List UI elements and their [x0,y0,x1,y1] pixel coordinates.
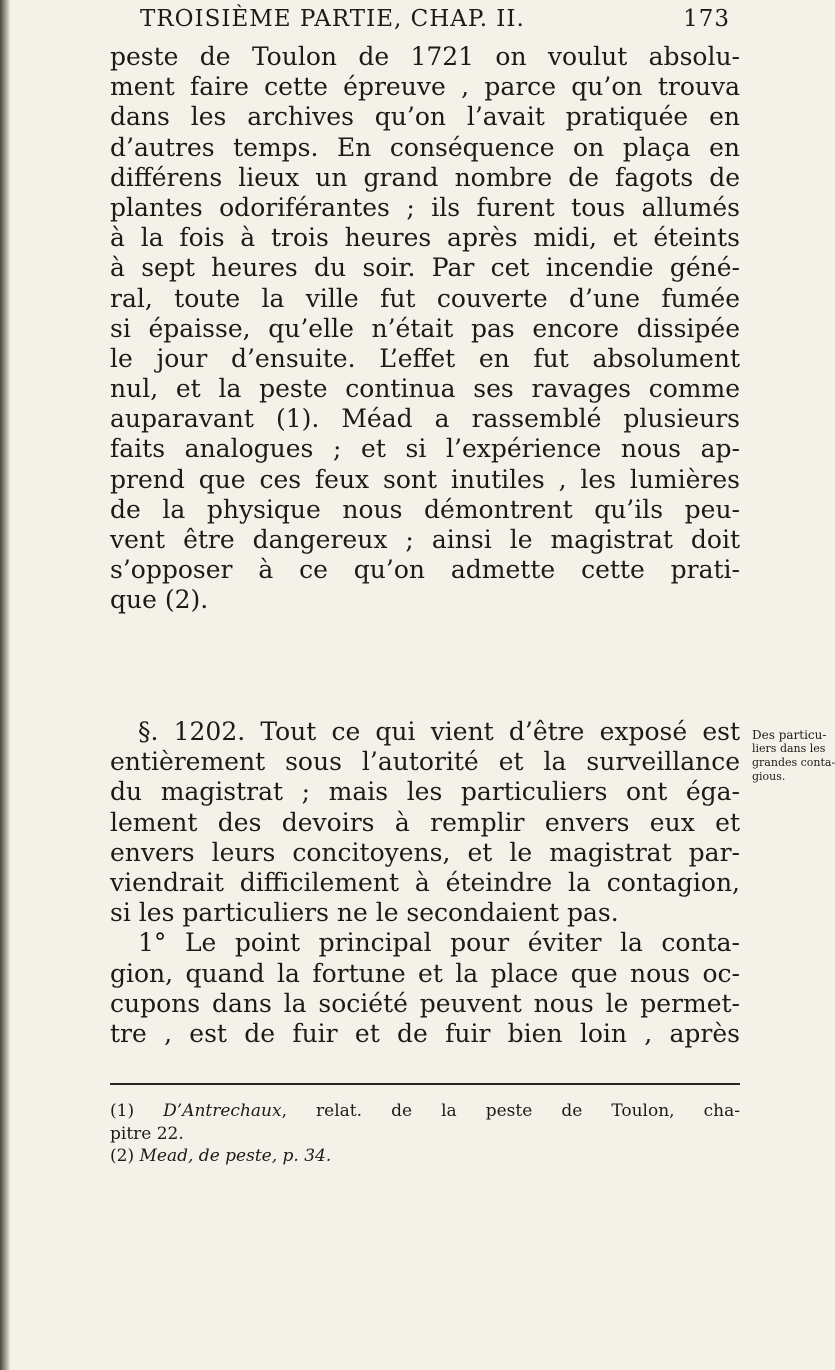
body-line: du magistrat ; mais les particuliers ont éga- [110,777,740,807]
body-line: si les particuliers ne le secondaient pas. [110,898,619,928]
body-line: tre , est de fuir et de fuir bien loin , après [110,1018,740,1048]
margin-note-line: grandes conta- [752,756,835,769]
body-line: envers leurs concitoyens, et le magistrat par- [110,837,740,867]
body-line: ment faire cette épreuve , parce qu’on trouva [110,72,740,102]
body-line: prend que ces feux sont inutiles , les lumières [110,464,740,494]
body-line: gion, quand la fortune et la place que nous oc- [110,958,740,988]
body-line: viendrait difficilement à éteindre la contagion, [110,867,740,897]
body-line: plantes odoriférantes ; ils furent tous allumés [110,192,740,222]
body-text-paragraph-1 [110,42,740,616]
body-line: entièrement sous l’autorité et la surveillance [110,747,740,777]
footnote-1-continuation: pitre 22. [110,1123,184,1144]
body-line: d’autres temps. En conséquence on plaça en [110,132,740,162]
margin-note-line: Des particu- [752,728,827,742]
body-line: différens lieux un grand nombre de fagots de [110,162,740,192]
body-line: faits analogues ; et si l’expérience nous ap- [110,434,740,464]
body-line: ral, toute la ville fut couverte d’une fumée [110,283,740,313]
body-line: cupons dans la société peuvent nous le permet- [110,988,740,1018]
body-line: à sept heures du soir. Par cet incendie géné- [110,253,740,283]
body-line: de la physique nous démontrent qu’ils peu- [110,494,740,524]
body-line: lement des devoirs à remplir envers eux et [110,807,740,837]
running-title: TROISIÈME PARTIE, CHAP. II. [140,6,525,32]
footnote-1-text: , relat. de la peste de Toulon, cha- [281,1101,740,1121]
section-heading-line: §. 1202. Tout ce qui vient d’être exposé est [138,717,740,746]
body-line: nul, et la peste continua ses ravages comme [110,374,740,404]
book-page-edge [0,0,10,1370]
body-line: peste de Toulon de 1721 on voulut absolu- [110,42,740,71]
footnote-1-marker: (1) [110,1101,135,1121]
body-line: 1° Le point principal pour éviter la conta- [138,928,740,958]
footnote-separator-rule [110,1083,740,1085]
footnote-2-author: Mead [139,1146,188,1166]
footnote-2-marker: (2) [110,1146,135,1166]
footnote-2-text: , de peste, p. 34. [188,1146,332,1166]
page-number: 173 [683,6,730,32]
body-text-paragraph-2 [110,717,740,1049]
body-line: vent être dangereux ; ainsi le magistrat doit [110,525,740,554]
body-line: que (2). [110,585,209,615]
body-line: dans les archives qu’on l’avait pratiquée en [110,102,740,132]
margin-note-line: liers dans les [752,742,826,755]
body-line: à la fois à trois heures après midi, et éteints [110,223,740,253]
body-line: auparavant (1). Méad a rassemblé plusieurs [110,404,740,434]
footnotes [110,1100,740,1168]
margin-note-line: gious. [752,770,786,783]
margin-note [752,728,835,784]
body-line: s’opposer à ce qu’on admette cette prati- [110,555,740,585]
body-line: le jour d’ensuite. L’effet en fut absolument [110,343,740,373]
footnote-2 [110,1145,740,1168]
body-line: si épaisse, qu’elle n’était pas encore dissipée [110,313,740,343]
footnote-1 [110,1100,740,1123]
footnote-1-author: D’Antrechaux [163,1101,282,1121]
